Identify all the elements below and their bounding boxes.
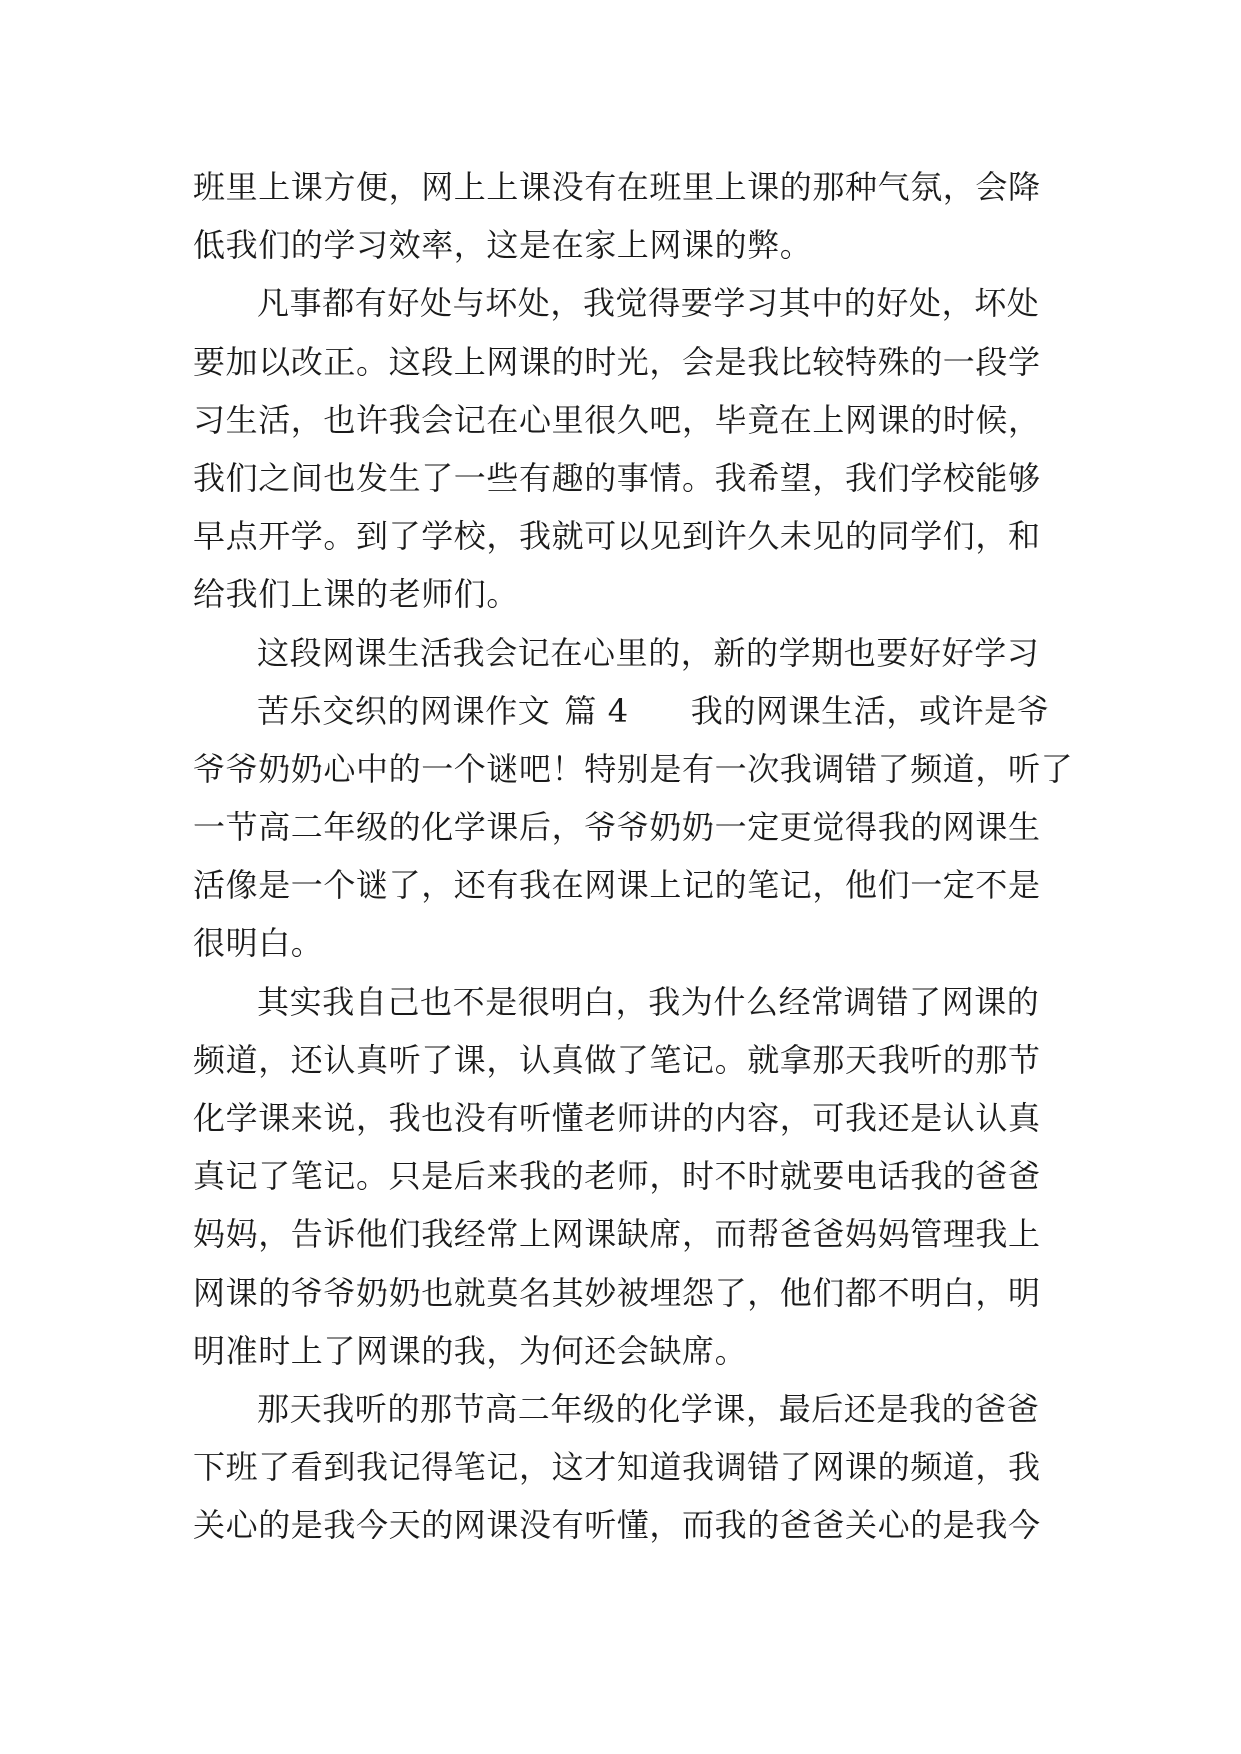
text-line: 下班了看到我记得笔记，这才知道我调错了网课的频道，我 bbox=[193, 1448, 1041, 1487]
text-line: 网课的爷爷奶奶也就莫名其妙被埋怨了，他们都不明白，明 bbox=[193, 1273, 1041, 1312]
section-first-text: 我的网课生活，或许是爷 bbox=[690, 691, 1050, 730]
text-line: 班里上课方便，网上上课没有在班里上课的那种气氛，会降 bbox=[193, 168, 1041, 206]
section-heading-line bbox=[193, 682, 1063, 740]
text-line: 其实我自己也不是很明白，我为什么经常调错了网课的 bbox=[257, 982, 1040, 1021]
text-line: 要加以改正。这段上网课的时光，会是我比较特殊的一段学 bbox=[193, 342, 1041, 381]
essay-title: 苦乐交织的网课作文 bbox=[257, 691, 551, 730]
text-line: 很明白。 bbox=[193, 924, 324, 963]
text-line: 真记了笔记。只是后来我的老师，时不时就要电话我的爸爸 bbox=[193, 1157, 1041, 1196]
text-line: 关心的是我今天的网课没有听懂，而我的爸爸关心的是我今 bbox=[193, 1506, 1041, 1545]
text-line: 妈妈，告诉他们我经常上网课缺席，而帮爸爸妈妈管理我上 bbox=[193, 1215, 1041, 1254]
text-line: 我们之间也发生了一些有趣的事情。我希望，我们学校能够 bbox=[193, 458, 1041, 497]
text-line: 频道，还认真听了课，认真做了笔记。就拿那天我听的那节 bbox=[193, 1040, 1041, 1079]
text-line: 这段网课生活我会记在心里的，新的学期也要好好学习 bbox=[257, 633, 1040, 672]
text-line: 早点开学。到了学校，我就可以见到许久未见的同学们，和 bbox=[193, 517, 1041, 556]
text-line: 爷爷奶奶心中的一个谜吧！特别是有一次我调错了频道，听了 bbox=[193, 749, 1074, 788]
text-line: 低我们的学习效率，这是在家上网课的弊。 bbox=[193, 226, 813, 265]
text-line: 活像是一个谜了，还有我在网课上记的笔记，他们一定不是 bbox=[193, 866, 1041, 905]
text-line: 化学课来说，我也没有听懂老师讲的内容，可我还是认认真 bbox=[193, 1099, 1041, 1137]
section-number: 篇 4 bbox=[564, 691, 629, 730]
text-line: 给我们上课的老师们。 bbox=[193, 575, 520, 614]
text-line: 一节高二年级的化学课后，爷爷奶奶一定更觉得我的网课生 bbox=[193, 808, 1041, 847]
text-line: 凡事都有好处与坏处，我觉得要学习其中的好处，坏处 bbox=[257, 284, 1040, 323]
text-line: 习生活，也许我会记在心里很久吧，毕竟在上网课的时候， bbox=[193, 400, 1041, 439]
essay-body bbox=[193, 158, 1074, 1555]
text-line: 那天我听的那节高二年级的化学课，最后还是我的爸爸 bbox=[257, 1389, 1040, 1428]
text-line: 明准时上了网课的我，为何还会缺席。 bbox=[193, 1331, 748, 1370]
